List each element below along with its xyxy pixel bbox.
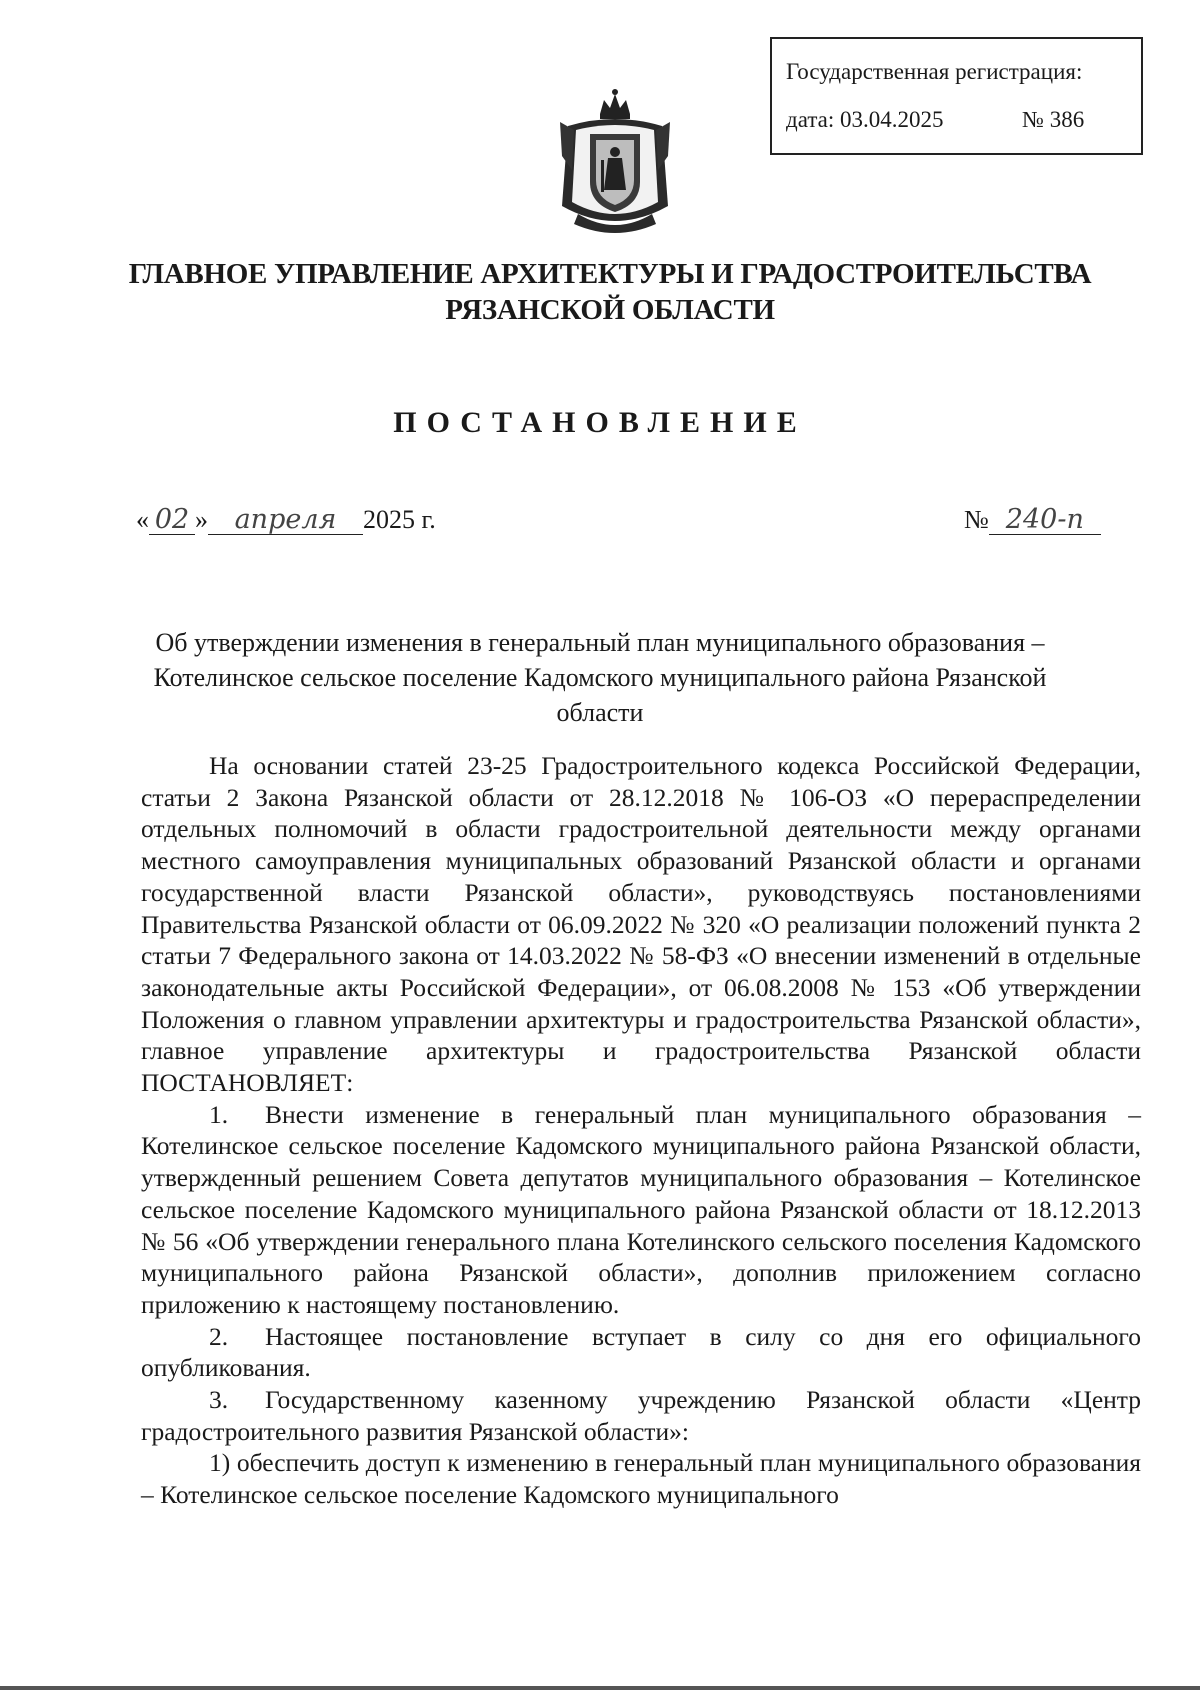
document-subject: Об утверждении изменения в генеральный план муниципального образования – Котелинское сельское поселение Кадомского муниципального района Рязанской области <box>153 628 1047 727</box>
registration-date: дата: 03.04.2025 <box>786 107 944 132</box>
item-2-text: Настоящее постановление вступает в силу со дня его официального опубликования. <box>141 1321 1141 1383</box>
item-1-number: 1. <box>209 1099 229 1129</box>
document-number <box>964 505 1101 535</box>
organization-name-line2: РЯЗАНСКОЙ ОБЛАСТИ <box>445 294 775 326</box>
item-1-text: Внести изменение в генеральный план муниципального образования – Котелинское сельское поселение Кадомского муниципального района Рязанской области, утвержденный решением Совета депутатов муниципального образования – Котелинское сельское поселение Кадомского муниципального района Рязанской области от 18.12.2013 № 56 «Об утверждении генерального плана Котелинского сельского поселения Кадомского муниципального района Рязанской области», дополнив приложением согласно приложению к настоящему постановлению. <box>141 1099 1141 1319</box>
item-2-number: 2. <box>209 1321 229 1351</box>
registration-stamp <box>770 37 1143 155</box>
preamble-paragraph: На основании статей 23-25 Градостроительного кодекса Российской Федерации, статьи 2 Закона Рязанской области от 28.12.2018 № 106-ОЗ «О перераспределении отдельных полномочий в области градостроительной деятельности между органами местного самоуправления муниципальных образований Рязанской области и органами государственной власти Рязанской области», руководствуясь постановлениями Правительства Рязанской области от 06.09.2022 № 320 «О реализации положений пункта 2 статьи 7 Федерального закона от 14.03.2022 № 58-ФЗ «О внесении изменений в отдельные законодательные акты Российской Федерации», от 06.08.2008 № 153 «Об утверждении Положения о главном управлении архитектуры и градостроительства Рязанской области», главное управление архитектуры и градостроительства Рязанской области ПОСТАНОВЛЯЕТ: <box>141 751 1141 1098</box>
registration-number: № 386 <box>1022 107 1085 132</box>
document-body <box>141 750 1141 1511</box>
item-3-text: Государственному казенному учреждению Рязанской области «Центр градостроительного развития Рязанской области»: <box>141 1385 1141 1446</box>
date-close-quote: » <box>195 505 208 534</box>
registration-title: Государственная регистрация: <box>786 59 1083 84</box>
date-day-handwritten: 02 <box>149 506 195 535</box>
item-1-paragraph <box>141 1099 1141 1321</box>
number-prefix: № <box>964 505 989 534</box>
date-month-handwritten: апреля <box>208 506 363 535</box>
date-year: 2025 г. <box>363 505 436 534</box>
ryazan-coat-of-arms-icon <box>556 86 674 238</box>
date-open-quote: « <box>136 505 149 534</box>
number-value-handwritten: 240-п <box>989 506 1101 535</box>
organization-name-line1: ГЛАВНОЕ УПРАВЛЕНИЕ АРХИТЕКТУРЫ И ГРАДОСТРОИТЕЛЬСТВА <box>128 258 1092 290</box>
scan-bottom-edge <box>0 1686 1200 1690</box>
item-3-number: 3. <box>209 1385 229 1415</box>
item-2-paragraph <box>141 1321 1141 1384</box>
subitem-1-paragraph: 1) обеспечить доступ к изменению в генеральный план муниципального образования – Котелинское сельское поселение Кадомского муниципального <box>141 1448 1141 1510</box>
document-date <box>136 505 436 535</box>
document-type-title: ПОСТАНОВЛЕНИЕ <box>393 406 807 439</box>
item-3-paragraph <box>141 1384 1141 1447</box>
